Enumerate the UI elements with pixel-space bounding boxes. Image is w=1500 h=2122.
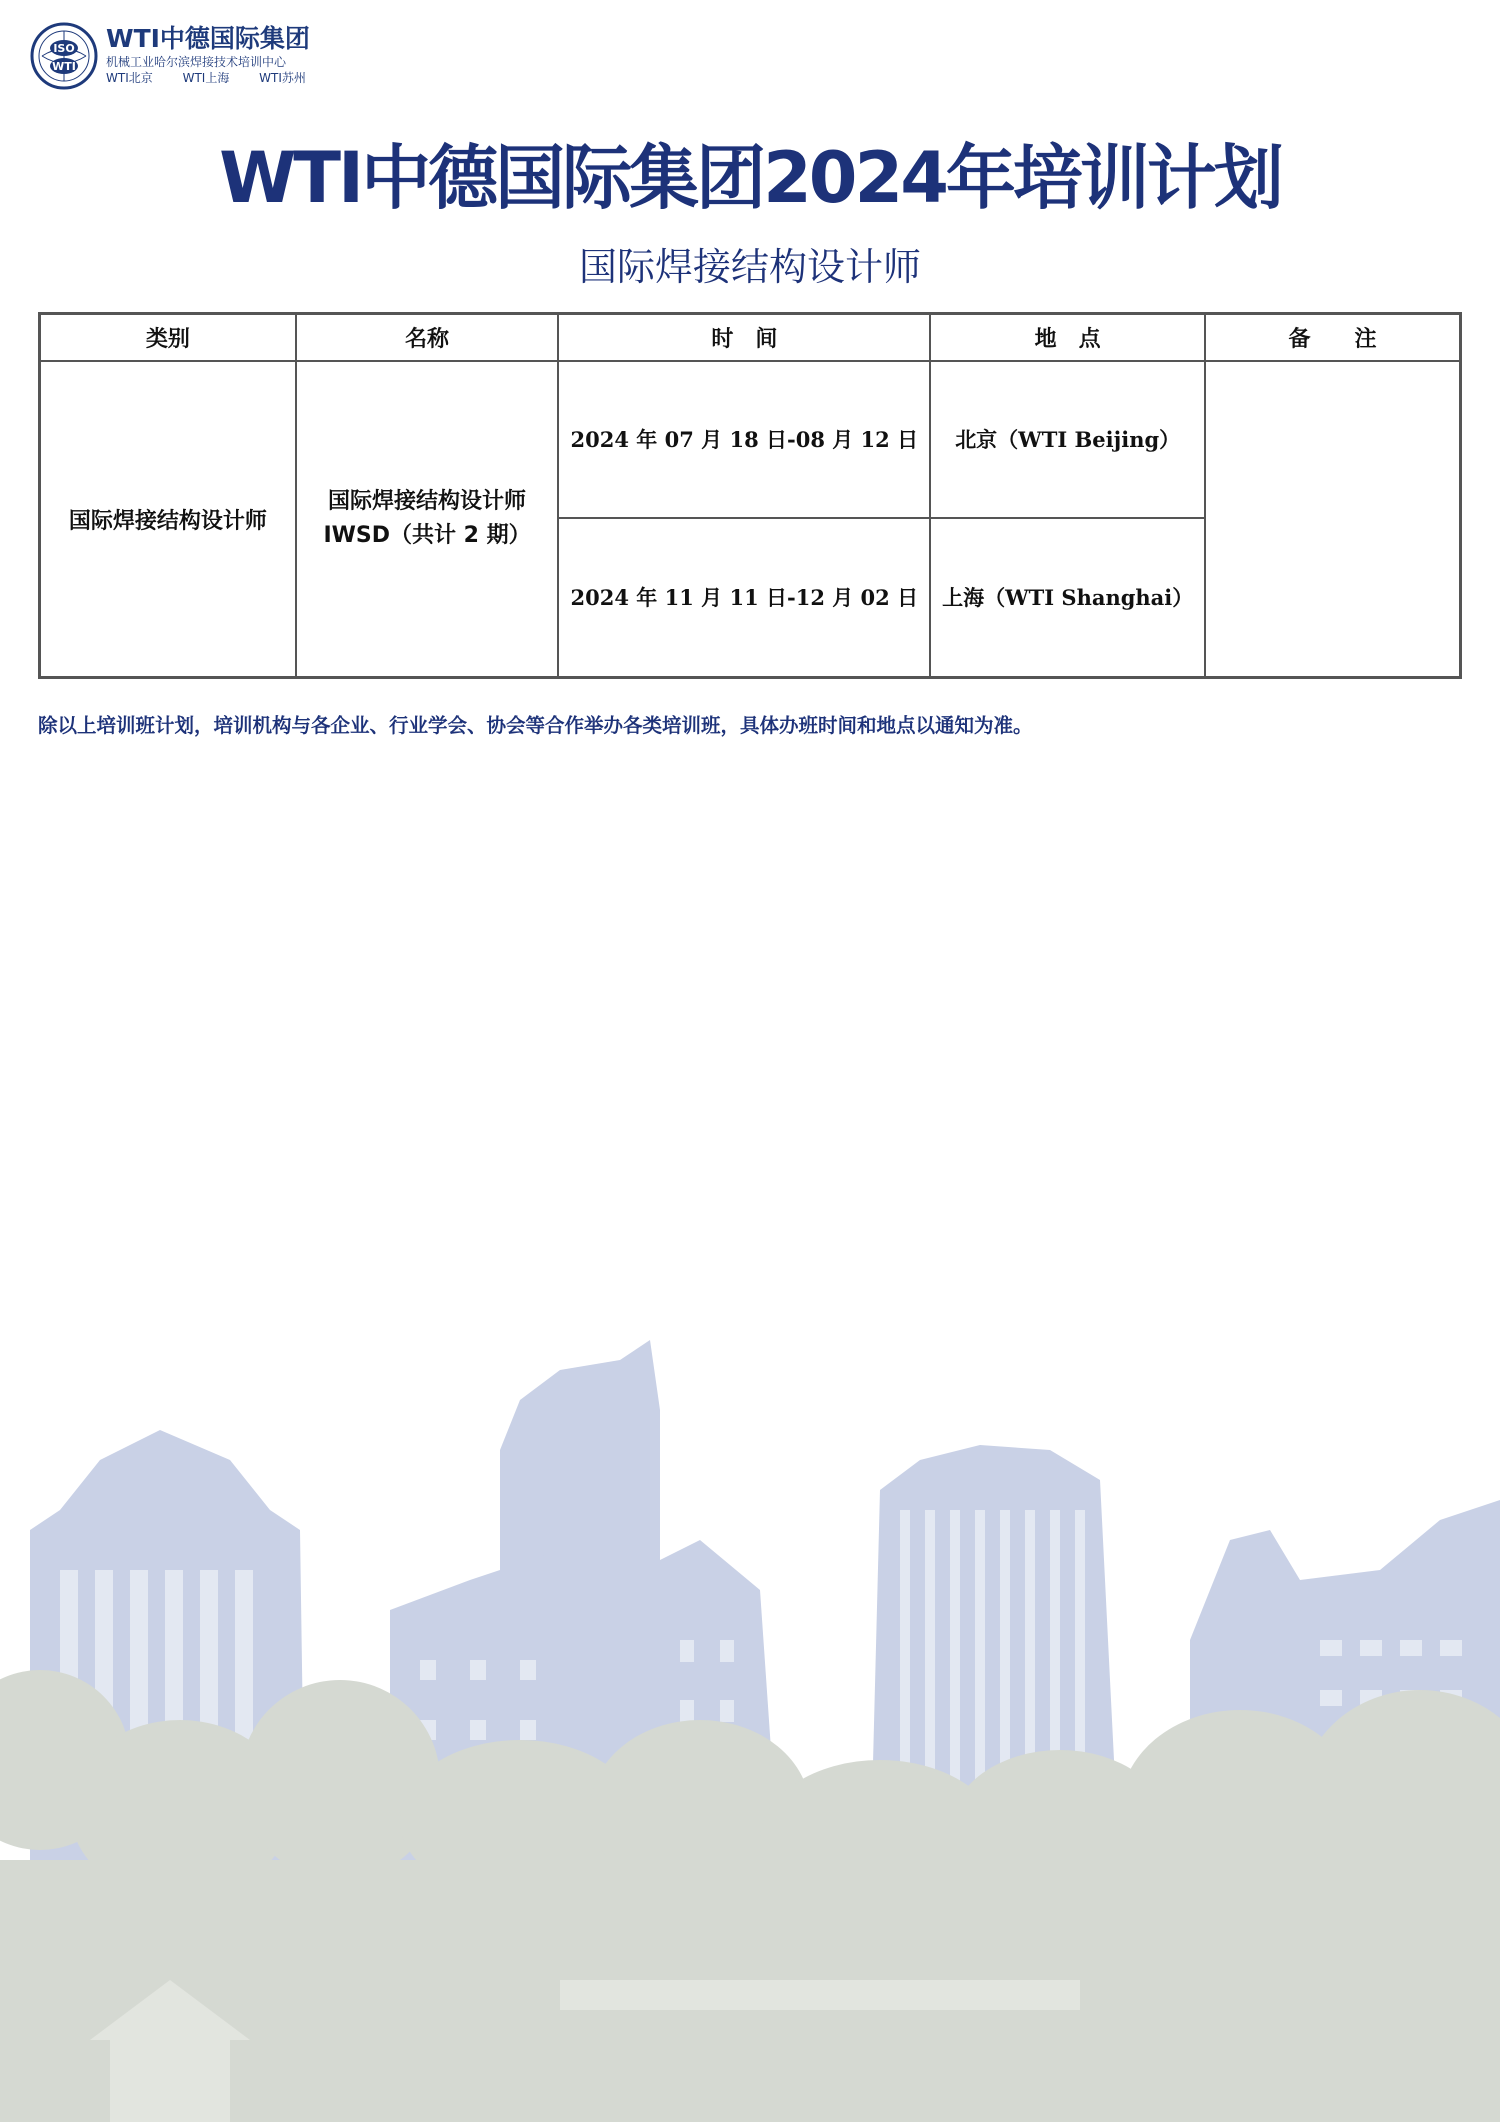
table-row xyxy=(40,361,1461,518)
column-header-remark: 备 注 xyxy=(1205,314,1461,362)
course-code-periods: IWSD（共计 2 期） xyxy=(323,523,531,548)
city-skyline-illustration xyxy=(0,1340,1500,2122)
category-cell: 国际焊接结构设计师 xyxy=(40,361,296,678)
column-header-time: 时 间 xyxy=(558,314,930,362)
logo-city-shanghai: WTI上海 xyxy=(182,71,230,85)
course-name-cell xyxy=(296,361,558,678)
logo-city-beijing: WTI北京 xyxy=(106,71,153,85)
session-time-cell: 2024 年 11 月 11 日-12 月 02 日 xyxy=(558,518,930,678)
company-logo xyxy=(30,22,330,94)
session-time-cell: 2024 年 07 月 18 日-08 月 12 日 xyxy=(558,361,930,518)
table-header-row xyxy=(40,314,1461,362)
column-header-category: 类别 xyxy=(40,314,296,362)
badge-bottom-text: WTI xyxy=(52,60,76,73)
training-plan-table xyxy=(38,312,1462,679)
column-header-name: 名称 xyxy=(296,314,558,362)
badge-top-text: ISO xyxy=(53,42,75,55)
iso-wti-badge-icon xyxy=(30,22,98,90)
footer-note: 除以上培训班计划，培训机构与各企业、行业学会、协会等合作举办各类培训班，具体办班时间和地点以通知为准。 xyxy=(38,714,1033,737)
logo-title: WTI中德国际集团 xyxy=(106,24,310,53)
logo-cities xyxy=(106,70,328,86)
remark-cell xyxy=(1205,361,1461,678)
page-title: WTI中德国际集团2024年培训计划 xyxy=(219,137,1281,219)
column-header-place: 地 点 xyxy=(930,314,1205,362)
session-place-cell: 北京（WTI Beijing） xyxy=(930,361,1205,518)
logo-city-suzhou: WTI苏州 xyxy=(259,71,306,85)
session-place-cell: 上海（WTI Shanghai） xyxy=(930,518,1205,678)
logo-subtitle: 机械工业哈尔滨焊接技术培训中心 xyxy=(106,55,287,69)
course-name: 国际焊接结构设计师 xyxy=(328,489,527,514)
page-subtitle: 国际焊接结构设计师 xyxy=(578,245,921,289)
